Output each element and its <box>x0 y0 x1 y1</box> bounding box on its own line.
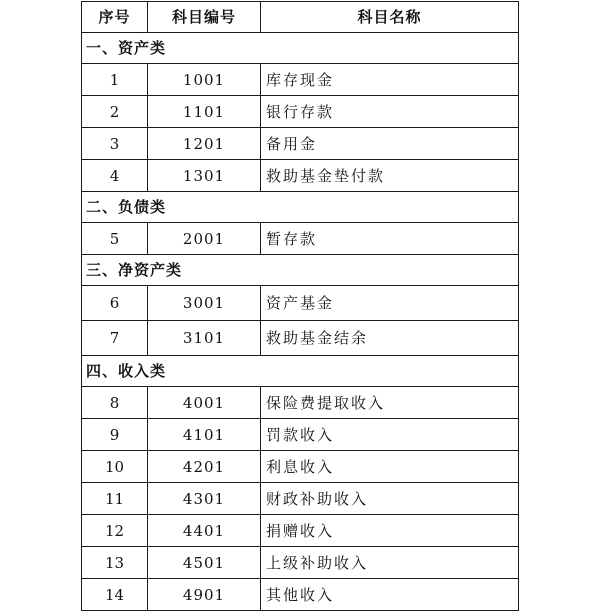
accounts-table <box>81 1 519 611</box>
category-title: 四、收入类 <box>82 356 519 387</box>
table-row <box>82 387 519 419</box>
table-row <box>82 96 519 128</box>
row-seq: 5 <box>82 223 148 255</box>
row-code: 4901 <box>148 579 261 611</box>
row-seq: 7 <box>82 321 148 356</box>
table-row <box>82 451 519 483</box>
table-row <box>82 547 519 579</box>
row-code: 1101 <box>148 96 261 128</box>
table-row <box>82 128 519 160</box>
row-name: 利息收入 <box>261 451 519 483</box>
category-title: 二、负债类 <box>82 192 519 223</box>
category-row-assets <box>82 33 519 64</box>
header-row <box>82 2 519 33</box>
header-seq: 序号 <box>82 2 148 33</box>
header-code: 科目编号 <box>148 2 261 33</box>
row-name: 库存现金 <box>261 64 519 96</box>
row-code: 3101 <box>148 321 261 356</box>
row-name: 救助基金垫付款 <box>261 160 519 192</box>
row-seq: 11 <box>82 483 148 515</box>
row-name: 罚款收入 <box>261 419 519 451</box>
table-row <box>82 515 519 547</box>
table-header <box>82 2 519 33</box>
row-code: 3001 <box>148 286 261 321</box>
category-row-net-assets <box>82 255 519 286</box>
row-code: 1301 <box>148 160 261 192</box>
row-seq: 9 <box>82 419 148 451</box>
table-row <box>82 483 519 515</box>
row-name: 保险费提取收入 <box>261 387 519 419</box>
category-row-liabilities <box>82 192 519 223</box>
row-name: 暂存款 <box>261 223 519 255</box>
row-code: 4301 <box>148 483 261 515</box>
table-row <box>82 419 519 451</box>
row-code: 4401 <box>148 515 261 547</box>
row-name: 上级补助收入 <box>261 547 519 579</box>
category-row-income <box>82 356 519 387</box>
table-row <box>82 223 519 255</box>
table-row <box>82 64 519 96</box>
row-seq: 10 <box>82 451 148 483</box>
row-seq: 1 <box>82 64 148 96</box>
row-name: 捐赠收入 <box>261 515 519 547</box>
row-seq: 6 <box>82 286 148 321</box>
row-code: 4001 <box>148 387 261 419</box>
table-row <box>82 579 519 611</box>
table-row <box>82 286 519 321</box>
row-code: 1201 <box>148 128 261 160</box>
header-name: 科目名称 <box>261 2 519 33</box>
row-code: 1001 <box>148 64 261 96</box>
row-seq: 4 <box>82 160 148 192</box>
table-row <box>82 160 519 192</box>
row-seq: 14 <box>82 579 148 611</box>
row-name: 财政补助收入 <box>261 483 519 515</box>
row-code: 2001 <box>148 223 261 255</box>
row-name: 资产基金 <box>261 286 519 321</box>
row-name: 备用金 <box>261 128 519 160</box>
category-title: 一、资产类 <box>82 33 519 64</box>
row-code: 4501 <box>148 547 261 579</box>
row-seq: 13 <box>82 547 148 579</box>
row-code: 4201 <box>148 451 261 483</box>
row-code: 4101 <box>148 419 261 451</box>
row-name: 银行存款 <box>261 96 519 128</box>
row-seq: 2 <box>82 96 148 128</box>
row-seq: 8 <box>82 387 148 419</box>
row-seq: 12 <box>82 515 148 547</box>
table-body <box>82 33 519 611</box>
category-title: 三、净资产类 <box>82 255 519 286</box>
row-seq: 3 <box>82 128 148 160</box>
row-name: 救助基金结余 <box>261 321 519 356</box>
row-name: 其他收入 <box>261 579 519 611</box>
table-row <box>82 321 519 356</box>
